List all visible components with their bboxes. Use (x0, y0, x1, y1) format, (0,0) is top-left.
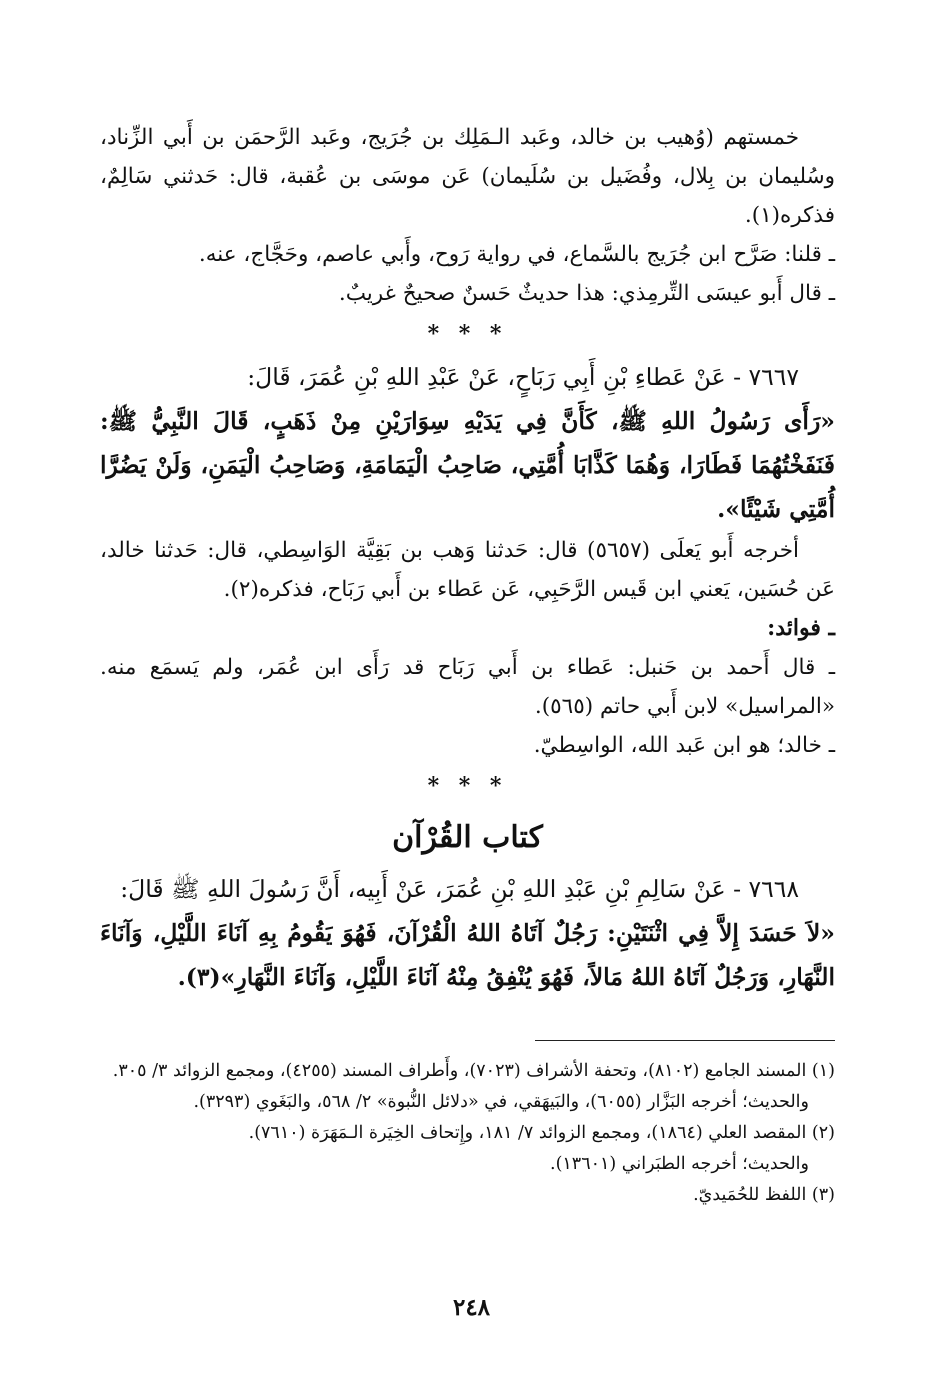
footnote-2: (٢) المقصد العلي (١٨٦٤)، ومجمع الزوائد ٧/ ١٨١، وإِتحاف الخِيَرة الـمَهَرَة (٧٦١٠). (248, 1123, 835, 1143)
footnote-2-continuation: والحديث؛ أخرجه الطبَراني (١٣٦٠١). (550, 1154, 809, 1174)
fawaid-note-2: ـ خالد؛ هو ابن عَبد الله، الواسِطيّ. (533, 733, 835, 758)
hadith-7667-takhrij: أخرجه أَبو يَعلَى (٥٦٥٧) قال: حَدثنا وَهب بن بَقِيَّة الوَاسِطي، قال: حَدثنا خالد، عَن حُسَين، يَعني ابن قَيس الرَّحَبِي، عَن عَطاء بن أَبي رَبَاح، فذكره(٢). (100, 538, 835, 602)
tirmidhi-grading: ـ قال أَبو عيسَى التِّرمِذي: هذا حديثٌ حَسنٌ صحيحٌ غريبٌ. (338, 281, 835, 306)
footnotes (100, 1056, 835, 1211)
note-paragraph: ـ قلنا: صَرَّح ابن جُرَيج بالسَّماع، في رواية رَوح، وأَبي عاصم، وحَجَّاج، عنه. (198, 242, 835, 267)
page-number: ٢٤٨ (452, 1294, 491, 1321)
book-title: كتاب القُرْآن (392, 820, 543, 855)
footnote-1: (١) المسند الجامع (٨١٠٢)، وتحفة الأشراف (٧٠٢٣)، وأَطراف المسند (٤٢٥٥)، ومجمع الزوائد ٣/ ٣٠٥. (112, 1061, 835, 1081)
hadith-7667-matn: «رَأَى رَسُولُ اللهِ ﷺ، كَأَنَّ فِي يَدَيْهِ سِوَارَيْنِ مِنْ ذَهَبٍ، قَالَ النَّبِيُّ ﷺ: فَنَفَخْتُهُمَا فَطَارَا، وَهُمَا كَذَّابَا أُمَّتِي، صَاحِبُ الْيَمَامَةِ، وَصَاحِبُ الْيَمَنِ، وَلَنْ يَضُرَّا أُمَّتِي شَيْئًا». (100, 407, 835, 523)
footnote-separator (535, 1040, 835, 1041)
section-divider: * * * (427, 773, 508, 799)
hadith-7667-isnad: ٧٦٦٧ - عَنْ عَطاءِ بْنِ أَبِي رَبَاحٍ، عَنْ عَبْدِ اللهِ بْنِ عُمَرَ، قَالَ: (247, 363, 799, 391)
section-divider: * * * (427, 321, 508, 347)
hadith-7668-isnad: ٧٦٦٨ - عَنْ سَالِمِ بْنِ عَبْدِ اللهِ بْنِ عُمَرَ، عَنْ أَبِيه، أَنَّ رَسُولَ اللهِ ﷺ قَالَ: (120, 875, 799, 903)
hadith-7668-matn: «لاَ حَسَدَ إِلاَّ فِي اثْنَتَيْنِ: رَجُلٌ آتَاهُ اللهُ الْقُرْآنَ، فَهُوَ يَقُومُ بِهِ آنَاءَ اللَّيْلِ، وَآنَاءَ النَّهَارِ، وَرَجُلٌ آتَاهُ اللهُ مَالاً، فَهُوَ يُنْفِقُ مِنْهُ آنَاءَ اللَّيْلِ، وَآنَاءَ النَّهَارِ»(٣). (100, 919, 835, 991)
footnote-1-continuation: والحديث؛ أخرجه البَزَّار (٦٠٥٥)، والبَيهَقي، في «دلائل النُّبوة» ٢/ ٥٦٨، والبَغَوي (٣٢٩٣). (193, 1092, 809, 1112)
isnad-paragraph: خمستهم (وُهيب بن خالد، وعَبد الـمَلِك بن جُرَيج، وعَبد الرَّحمَن بن أَبي الزِّناد، وسُليمان بن بِلال، وفُضَيل بن سُلَيمان) عَن موسَى بن عُقبة، قال: حَدثني سَالِمٌ، فذكره(١). (100, 125, 835, 228)
main-text (100, 118, 835, 999)
fawaid-note-1: ـ قال أَحمد بن حَنبل: عَطاء بن أَبي رَبَاح قد رَأَى ابن عُمَر، ولم يَسمَع منه. «المراسيل» لابن أَبي حاتم (٥٦٥). (100, 655, 835, 719)
fawaid-heading: ـ فوائد: (767, 615, 835, 641)
footnote-3: (٣) اللفظ للحُمَيديّ. (693, 1185, 835, 1205)
